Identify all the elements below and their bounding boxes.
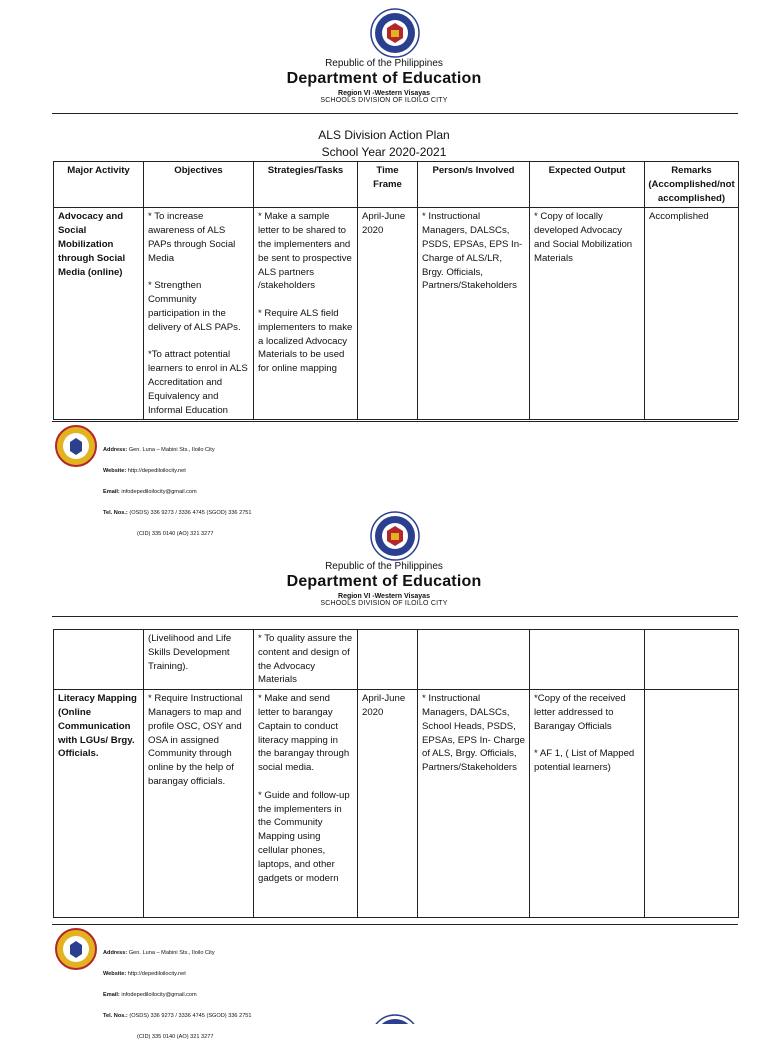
cell-persons — [418, 630, 530, 690]
col-header-strategies: Strategies/Tasks — [254, 162, 358, 208]
footer-website[interactable]: Website: http://depediloilocity.net — [103, 971, 186, 977]
footer-contact — [103, 936, 252, 1055]
cell-output: * Copy of locally developed Advocacy and Social Mobilization Materials — [530, 208, 645, 420]
cell-activity: Advocacy and Social Mobilization through Social Media (online) — [54, 208, 144, 420]
division-line: SCHOOLS DIVISION OF ILOILO CITY — [320, 600, 448, 607]
deped-seal-icon — [370, 1014, 420, 1024]
col-header-persons: Person/s Involved — [418, 162, 530, 208]
cell-objectives: (Livelihood and Life Skills Development Training). — [144, 630, 254, 690]
cell-remarks — [645, 630, 739, 690]
cell-persons: * Instructional Managers, DALSCs, PSDS, EPSAs, EPS In-Charge of ALS/LR, Brgy. Officials, Partners/Stakeholders — [418, 208, 530, 420]
action-plan-table-continued — [53, 629, 739, 918]
cell-remarks: Accomplished — [645, 208, 739, 420]
cell-remarks — [645, 690, 739, 918]
region-line: Region VI -Western Visayas — [338, 593, 430, 600]
footer-email[interactable]: Email: infodepediloilocity@gmail.com — [103, 489, 197, 495]
cell-persons: * Instructional Managers, DALSCs, School Heads, PSDS, EPSAs, EPS In- Charge of ALS, Brgy. Officials, Partners/Stakeholders — [418, 690, 530, 918]
cell-time: April-June 2020 — [358, 690, 418, 918]
footer-rule — [52, 924, 738, 925]
cell-objectives: * Require Instructional Managers to map and profile OSC, OSY and OSA in assigned Community through online by the help of barangay officials. — [144, 690, 254, 918]
header-rule — [52, 616, 738, 617]
col-header-time: Time Frame — [358, 162, 418, 208]
footer-tel-2: (CID) 335 0140 (AO) 321 3277 — [137, 531, 214, 537]
col-header-activity: Major Activity — [54, 162, 144, 208]
footer-tel: Tel. Nos.: (OSDS) 336 9273 / 3336 4745 (SGOD) 336 2751 — [103, 510, 252, 516]
cell-objectives: * To increase awareness of ALS PAPs through Social Media * Strengthen Community participation in the delivery of ALS PAPs. *To attract potential learners to enrol in ALS Accreditation and Equivalency and Informal Education — [144, 208, 254, 420]
region-line: Region VI -Western Visayas — [338, 90, 430, 97]
footer-tel: Tel. Nos.: (OSDS) 336 9273 / 3336 4745 (SGOD) 336 2751 — [103, 1013, 252, 1019]
cell-time — [358, 630, 418, 690]
department-title: Department of Education — [286, 70, 482, 87]
division-line: SCHOOLS DIVISION OF ILOILO CITY — [320, 97, 448, 104]
cell-activity: Literacy Mapping (Online Communication with LGUs/ Brgy. Officials. — [54, 690, 144, 918]
footer-email[interactable]: Email: infodepediloilocity@gmail.com — [103, 992, 197, 998]
footer-address: Address: Gen. Luna – Mabini Sts., Iloilo City — [103, 447, 215, 453]
cell-strategies: * To quality assure the content and design of the Advocacy Materials — [254, 630, 358, 690]
cell-strategies: * Make and send letter to barangay Captain to conduct literacy mapping in the barangay through social media. * Guide and follow-up the implementers in the Community Mapping using cellular phones, laptops, and other gadgets or modern — [254, 690, 358, 918]
footer-address: Address: Gen. Luna – Mabini Sts., Iloilo City — [103, 950, 215, 956]
letterhead — [0, 561, 768, 607]
title-line-1: ALS Division Action Plan — [318, 128, 450, 142]
table-row — [54, 690, 739, 918]
col-header-remarks: Remarks (Accomplished/not accomplished) — [645, 162, 739, 208]
republic-line: Republic of the Philippines — [325, 58, 443, 69]
department-title: Department of Education — [286, 573, 482, 590]
cell-activity — [54, 630, 144, 690]
title-line-2: School Year 2020-2021 — [321, 145, 447, 159]
footer-website[interactable]: Website: http://depediloilocity.net — [103, 468, 186, 474]
footer-tel-2: (CID) 335 0140 (AO) 321 3277 — [137, 1034, 214, 1040]
col-header-output: Expected Output — [530, 162, 645, 208]
cell-time: April-June 2020 — [358, 208, 418, 420]
division-logo-icon — [55, 928, 97, 970]
deped-seal-icon — [370, 511, 420, 561]
cell-strategies: * Make a sample letter to be shared to the implementers and be sent to prospective ALS partners /stakeholders * Require ALS field implementers to make a localized Advocacy Materials to be used for online mapping — [254, 208, 358, 420]
col-header-objectives: Objectives — [144, 162, 254, 208]
republic-line: Republic of the Philippines — [325, 561, 443, 572]
cell-output: *Copy of the received letter addressed to Barangay Officials * AF 1, ( List of Mapped potential learners) — [530, 690, 645, 918]
table-row — [54, 630, 739, 690]
cell-output — [530, 630, 645, 690]
